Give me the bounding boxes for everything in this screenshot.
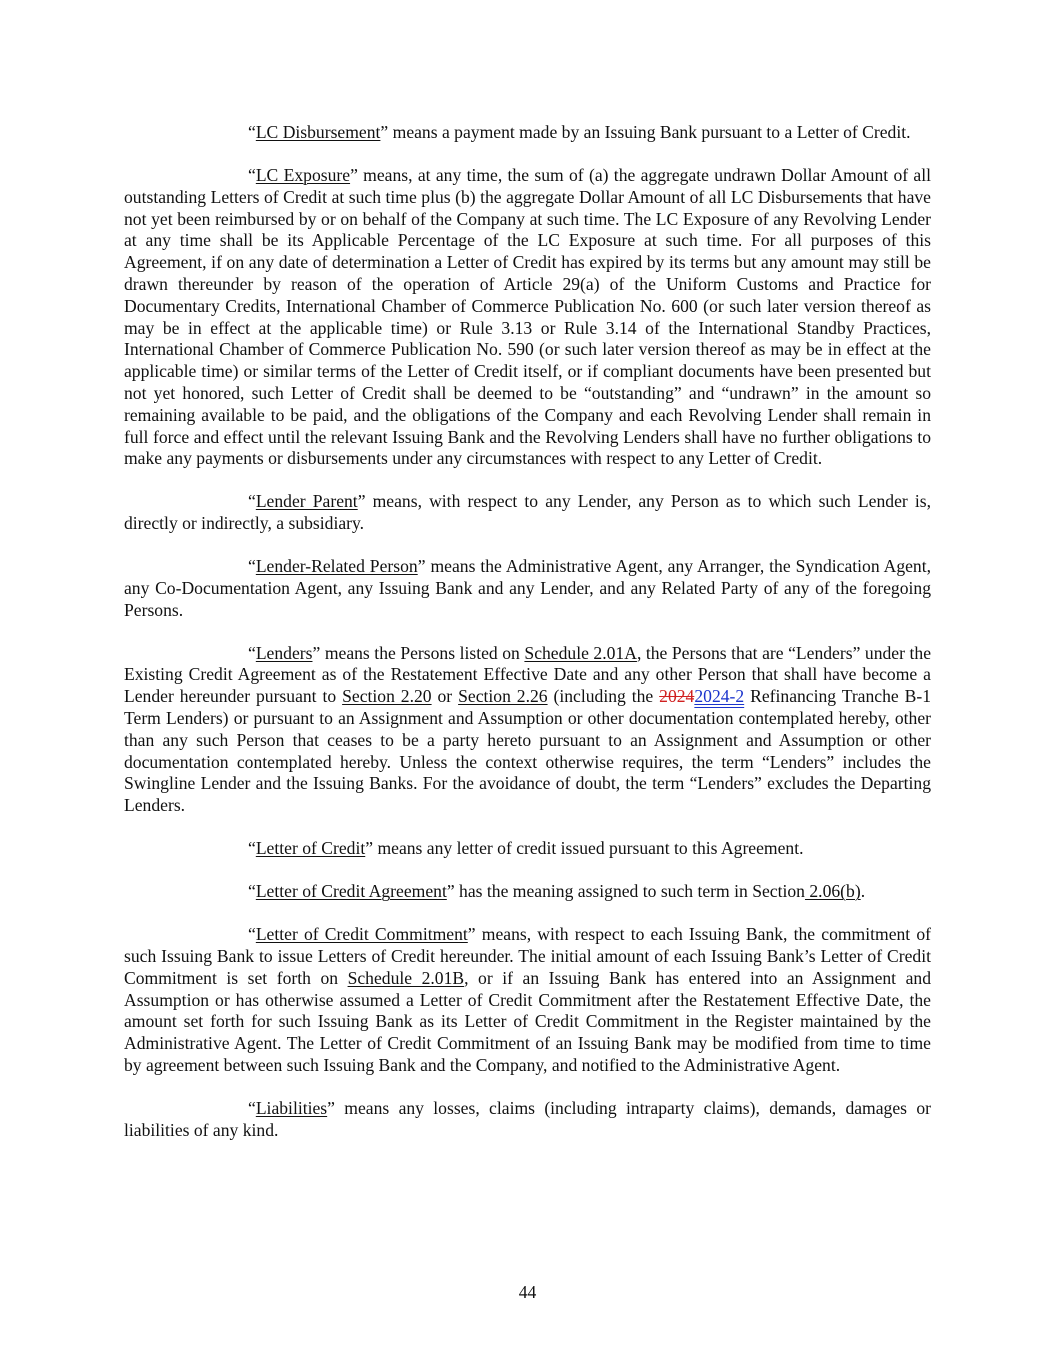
open-quote: “ [248, 881, 256, 902]
open-quote: “ [248, 1097, 256, 1118]
definition-text: ” has the meaning assigned to such term in Section [446, 881, 805, 902]
definition-letter-of-credit-commitment [124, 924, 931, 1077]
definition-text: Refinancing Tranche B-1 Term Lenders) or pursuant to an Assignment and Assumption or other documentation contemplated hereby, other than any such Person that ceases to be a party hereto pursuant to an Assignment and Assumption or other documentation contemplated hereby. Unless the context otherwise requires, the term “Lenders” includes the Swingline Lender and the Issuing Banks. For the avoidance of doubt, the term “Lenders” excludes the Departing Lenders. [124, 686, 932, 816]
defined-term: LC Disbursement [255, 122, 381, 142]
defined-term: LC Exposure [255, 164, 351, 185]
section-2-06b-reference: 2.06(b) [804, 881, 861, 902]
definition-lender-related-person [124, 556, 931, 621]
definitions-section [124, 122, 931, 1163]
open-quote: “ [248, 164, 256, 185]
open-quote: “ [248, 491, 256, 512]
open-quote: “ [248, 642, 256, 663]
page-number: 44 [518, 1282, 537, 1302]
definition-lenders [124, 643, 931, 817]
defined-term: Lender Parent [255, 491, 358, 512]
definition-lc-exposure [124, 165, 931, 470]
definition-lender-parent [124, 491, 931, 535]
definition-text: (including the [547, 686, 660, 707]
schedule-2-01b-reference: Schedule 2.01B [347, 967, 465, 988]
definition-letter-of-credit-agreement [124, 881, 931, 903]
open-quote: “ [248, 122, 256, 142]
defined-term: Letter of Credit Agreement [255, 881, 447, 902]
definition-text: ” means, at any time, the sum of (a) the aggregate undrawn Dollar Amount of all outstanding Letters of Credit at such time plus (b) the aggregate Dollar Amount of all LC Disbursements that have not yet been reimbursed by or on behalf of the Company at such time. The LC Exposure of any Revolving Lender at any time shall be its Applicable Percentage of the LC Exposure at such time. For all purposes of this Agreement, if on any date of determination a Letter of Credit has expired by its terms but any amount may still be drawn thereunder by reason of the operation of Article 29(a) of the Uniform Customs and Practice for Documentary Credits, International Chamber of Commerce Publication No. 600 (or such later version thereof as may be in effect at the applicable time) or Rule 3.13 or Rule 3.14 of the International Standby Practices, International Chamber of Commerce Publication No. 590 (or such later version thereof as may be in effect at the applicable time) or similar terms of the Letter of Credit itself, or if compliant documents have been presented but not yet honored, such Letter of Credit shall be deemed to be “outstanding” and “undrawn” in the amount so remaining available to be paid, and the obligations of the Company and each Revolving Lender shall remain in full force and effect until the relevant Issuing Bank and the Revolving Lenders shall have no further obligations to make any payments or disbursements under any circumstances with respect to any Letter of Credit. [124, 164, 931, 469]
definition-letter-of-credit [124, 838, 931, 860]
definition-text: or [431, 686, 459, 707]
definition-text: ” means a payment made by an Issuing Bank pursuant to a Letter of Credit. [380, 122, 911, 142]
deleted-revision-text: 2024 [659, 686, 695, 707]
section-2-26-reference: Section 2.26 [458, 686, 548, 707]
open-quote: “ [248, 556, 256, 577]
inserted-revision-text: 2024-2 [694, 686, 745, 707]
defined-term: Lenders [255, 642, 313, 663]
section-2-20-reference: Section 2.20 [342, 686, 432, 707]
definition-text: ” means, with respect to each Issuing Bank, the commitment of such Issuing Bank to issue Letters of Credit hereunder. The initial amount of each Issuing Bank’s Letter of Credit Commitment is set forth on [124, 924, 932, 988]
definition-text: ” means the Persons listed on [312, 642, 525, 663]
definition-text: . [860, 881, 866, 902]
open-quote: “ [248, 838, 256, 859]
defined-term: Liabilities [255, 1097, 328, 1118]
defined-term: Letter of Credit Commitment [255, 924, 468, 945]
definition-text: , or if an Issuing Bank has entered into an Assignment and Assumption or has otherwise assumed a Letter of Credit Commitment after the Restatement Effective Date, the amount set forth for such Issuing Bank as its Letter of Credit Commitment in the Register maintained by the Administrative Agent. The Letter of Credit Commitment of an Issuing Bank may be modified from time to time by agreement between such Issuing Bank and the Company, and notified to the Administrative Agent. [124, 967, 931, 1075]
definition-text: , the Persons that are “Lenders” under the Existing Credit Agreement as of the Restatement Effective Date and any other Person that shall have become a Lender hereunder pursuant to [124, 642, 932, 707]
schedule-2-01a-reference: Schedule 2.01A [524, 642, 637, 663]
definition-text: ” means any losses, claims (including intraparty claims), demands, damages or liabilities of any kind. [124, 1097, 931, 1140]
definition-text: ” means any letter of credit issued pursuant to this Agreement. [365, 838, 804, 859]
definition-text: ” means the Administrative Agent, any Arranger, the Syndication Agent, any Co-Documentation Agent, any Issuing Bank and any Lender, and any Related Party of any of the foregoing Persons. [124, 556, 932, 620]
definition-lc-disbursement [124, 122, 931, 144]
definition-text: ” means, with respect to any Lender, any Person as to which such Lender is, directly or indirectly, a subsidiary. [124, 491, 931, 534]
open-quote: “ [248, 924, 256, 945]
defined-term: Lender-Related Person [255, 556, 418, 577]
definition-liabilities [124, 1098, 931, 1142]
defined-term: Letter of Credit [255, 838, 366, 859]
